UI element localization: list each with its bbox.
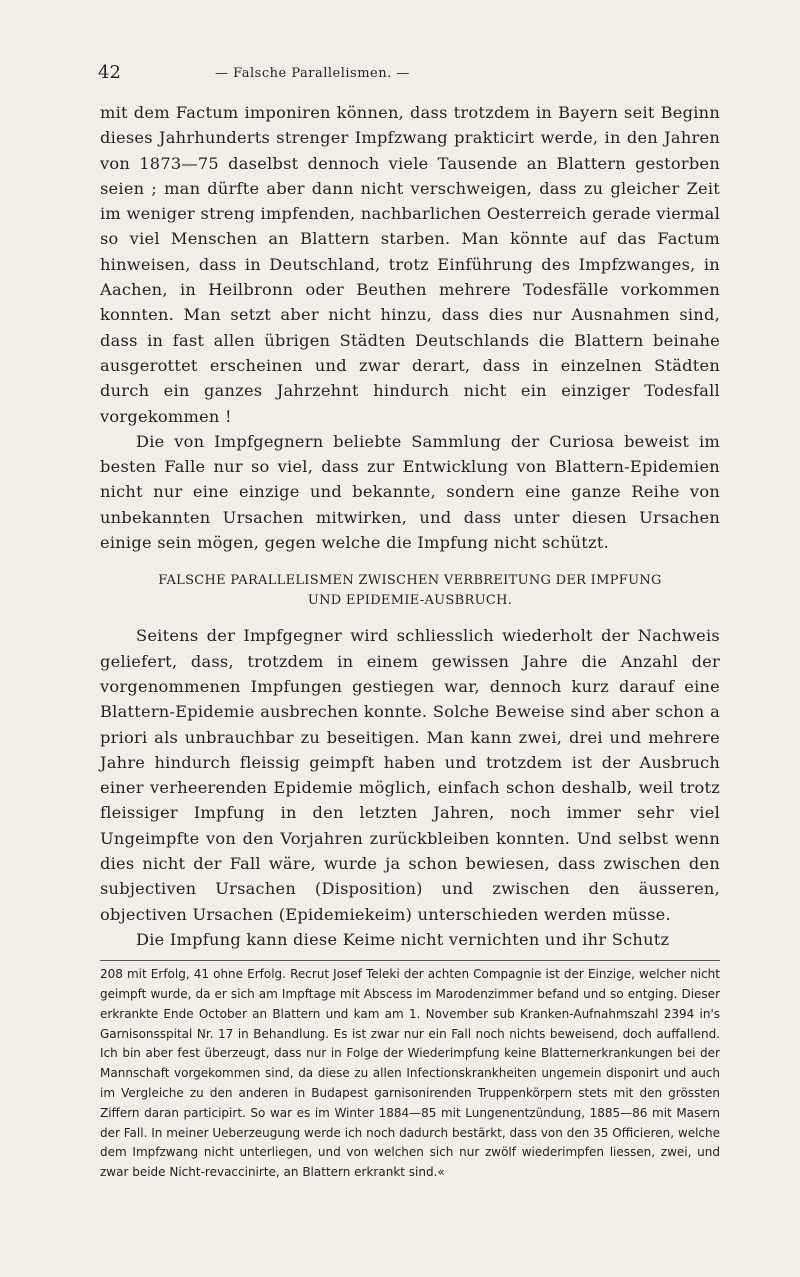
page-header (100, 60, 720, 100)
book-page (100, 60, 720, 1183)
page-number: 42 (98, 62, 121, 83)
footnote: 208 mit Erfolg, 41 ohne Erfolg. Recrut Josef Teleki der achten Compagnie ist der Einzige, welcher nicht geimpft wurde, da er sich am Impftage mit Abscess im Marodenzimmer befand und so entging. Dieser erkrankte Ende October an Blattern und kam am 1. November sub Kranken-Aufnahmszahl 2394 in's Garnisonsspital Nr. 17 in Behandlung. Es ist zwar nur ein Fall noch nichts beweisend, doch auffallend. Ich bin aber fest überzeugt, dass nur in Folge der Wiederimpfung keine Blatternerkrankungen bei der Mannschaft vorgekommen sind, da diese zu allen Infectionskrankheiten ungemein disponirt und auch im Vergleiche zu den anderen in Budapest garnisonirenden Truppenkörpern stets mit den grössten Ziffern daran participirt. So war es im Winter 1884—85 mit Lungenentzündung, 1885—86 mit Masern der Fall. In meiner Ueberzeugung werde ich noch dadurch bestärkt, dass von den 35 Officieren, welche dem Impfzwang nicht unterliegen, und von welchen sich nur zwölf wiederimpfen liessen, zwei, und zwar beide Nicht-revaccinirte, an Blattern erkrankt sind.« (100, 960, 720, 1183)
section-heading (100, 571, 720, 611)
paragraph: mit dem Factum imponiren können, dass trotzdem in Bayern seit Beginn dieses Jahrhunderts strenger Impfzwang prakticirt werde, in den Jahren von 1873—75 daselbst dennoch viele Tausende an Blattern gestorben seien ; man dürfte aber dann nicht verschweigen, dass zu gleicher Zeit im weniger streng impfenden, nachbarlichen Oesterreich gerade viermal so viel Menschen an Blattern starben. Man könnte auf das Factum hinweisen, dass in Deutschland, trotz Einführung des Impfzwanges, in Aachen, in Heilbronn oder Beuthen mehrere Todesfälle vorkommen konnten. Man setzt aber nicht hinzu, dass dies nur Ausnahmen sind, dass in fast allen übrigen Städten Deutschlands die Blattern beinahe ausgerottet erscheinen und zwar derart, dass in einzelnen Städten durch ein ganzes Jahrzehnt hindurch nicht ein einziger Todesfall vorgekommen ! (100, 103, 720, 426)
running-head: — Falsche Parallelismen. — (215, 66, 410, 81)
section-heading-line: FALSCHE PARALLELISMEN ZWISCHEN VERBREITUNG DER IMPFUNG (158, 573, 662, 589)
paragraph: Die Impfung kann diese Keime nicht vernichten und ihr Schutz (136, 929, 670, 949)
paragraph: Die von Impfgegnern beliebte Sammlung der Curiosa beweist im besten Falle nur so viel, dass zur Entwicklung von Blattern-Epidemien nicht nur eine einzige und bekannte, sondern eine ganze Reihe von unbekannten Ursachen mitwirken, und dass unter diesen Ursachen einige sein mögen, gegen welche die Impfung nicht schützt. (100, 431, 720, 553)
paragraph: Seitens der Impfgegner wird schliesslich wiederholt der Nachweis geliefert, dass, trotzdem in einem gewissen Jahre die Anzahl der vorgenommenen Impfungen gestiegen war, dennoch kurz darauf eine Blattern-Epidemie ausbrechen konnte. Solche Beweise sind aber schon a priori als unbrauchbar zu beseitigen. Man kann zwei, drei und mehrere Jahre hindurch fleissig geimpft haben und trotzdem ist der Ausbruch einer verheerenden Epidemie möglich, einfach schon deshalb, weil trotz fleissiger Impfung in den letzten Jahren, noch immer sehr viel Ungeimpfte von den Vorjahren zurückbleiben konnten. Und selbst wenn dies nicht der Fall wäre, wurde ja schon bewiesen, dass zwischen den subjectiven Ursachen (Disposition) und zwischen den äusseren, objectiven Ursachen (Epidemiekeim) unterschieden werden müsse. (100, 626, 720, 924)
main-text (100, 100, 720, 952)
section-heading-line: UND EPIDEMIE-AUSBRUCH. (307, 593, 513, 609)
